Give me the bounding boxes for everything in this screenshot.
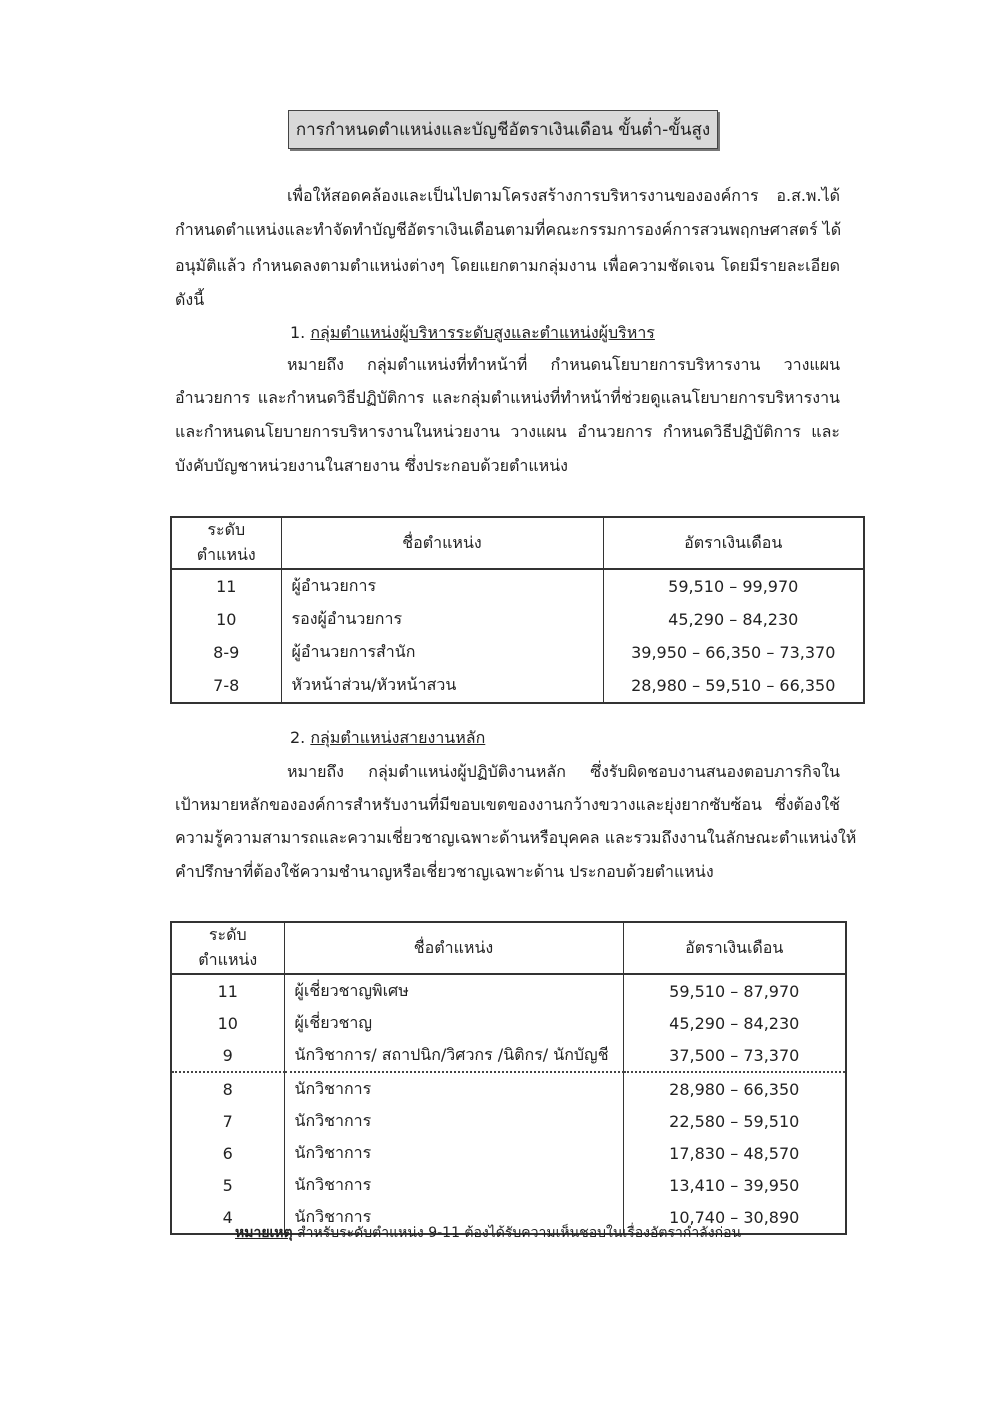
cell-salary: 39,950 – 66,350 – 73,370 (603, 636, 864, 669)
cell-name: หัวหน้าส่วน/หัวหน้าสวน (281, 669, 603, 703)
header-salary: อัตราเงินเดือน (623, 922, 846, 974)
section2-line: หมายถึง กลุ่มตำแหน่งผู้ปฏิบัติงานหลัก ซึ่งรับผิดชอบงานสนองตอบภารกิจใน (287, 762, 840, 781)
table-row (171, 1072, 846, 1105)
cell-name: นักวิชาการ (284, 1169, 623, 1201)
intro-line: กำหนดตำแหน่งและทำจัดทำบัญชีอัตราเงินเดือนตามที่คณะกรรมการองค์การสวนพฤกษศาสตร์ ได้ (175, 220, 842, 239)
section1-title: กลุ่มตำแหน่งผู้บริหารระดับสูงและตำแหน่งผู้บริหาร (310, 323, 655, 342)
section1-line: บังคับบัญชาหน่วยงานในสายงาน ซึ่งประกอบด้วยตำแหน่ง (175, 456, 568, 475)
header-name: ชื่อตำแหน่ง (284, 922, 623, 974)
document-title: การกำหนดตำแหน่งและบัญชีอัตราเงินเดือน ขั้นต่ำ-ขั้นสูง (288, 110, 718, 149)
cell-name: นักวิชาการ/ สถาปนิก/วิศวกร /นิติกร/ นักบัญชี (284, 1039, 623, 1072)
cell-salary: 28,980 – 66,350 (623, 1072, 846, 1105)
cell-salary: 22,580 – 59,510 (623, 1105, 846, 1137)
cell-name: ผู้อำนวยการ (281, 569, 603, 603)
cell-salary: 28,980 – 59,510 – 66,350 (603, 669, 864, 703)
cell-salary: 45,290 – 84,230 (603, 603, 864, 636)
cell-level: 4 (171, 1201, 284, 1234)
header-level: ระดับตำแหน่ง (171, 517, 281, 569)
cell-level: 10 (171, 603, 281, 636)
table-row (171, 603, 864, 636)
cell-level: 11 (171, 974, 284, 1007)
table-header-row (171, 922, 846, 974)
section2-title: กลุ่มตำแหน่งสายงานหลัก (310, 728, 486, 747)
cell-level: 11 (171, 569, 281, 603)
cell-level: 7-8 (171, 669, 281, 703)
section1-line: อำนวยการ และกำหนดวิธีปฏิบัติการ และกลุ่มตำแหน่งที่ทำหน้าที่ช่วยดูแลนโยบายการบริหารงาน (175, 388, 840, 407)
cell-salary: 13,410 – 39,950 (623, 1169, 846, 1201)
cell-salary: 37,500 – 73,370 (623, 1039, 846, 1072)
cell-name: ผู้เชี่ยวชาญ (284, 1007, 623, 1039)
table-row (171, 569, 864, 603)
table-row (171, 1169, 846, 1201)
executive-salary-table (170, 516, 865, 704)
section1-line: และกำหนดนโยบายการบริหารงานในหน่วยงาน วางแผน อำนวยการ กำหนดวิธีปฏิบัติการ และ (175, 422, 840, 441)
intro-line: ดังนี้ (175, 290, 205, 309)
cell-name: นักวิชาการ (284, 1072, 623, 1105)
header-name: ชื่อตำแหน่ง (281, 517, 603, 569)
cell-level: 7 (171, 1105, 284, 1137)
cell-salary: 59,510 – 99,970 (603, 569, 864, 603)
cell-level: 5 (171, 1169, 284, 1201)
cell-name: รองผู้อำนวยการ (281, 603, 603, 636)
section1-heading (290, 323, 655, 343)
cell-level: 10 (171, 1007, 284, 1039)
section2-heading (290, 728, 485, 748)
table-header-row (171, 517, 864, 569)
cell-name: นักวิชาการ (284, 1105, 623, 1137)
table-row (171, 1137, 846, 1169)
section2-line: ความรู้ความสามารถและความเชี่ยวชาญเฉพาะด้านหรือบุคคล และรวมถึงงานในลักษณะตำแหน่งให้ (175, 828, 857, 847)
footnote-text: สำหรับระดับตำแหน่ง 9-11 ต้องได้รับความเห็นชอบในเรื่องอัตรากำลังก่อน (292, 1225, 742, 1241)
table-row (171, 636, 864, 669)
header-salary: อัตราเงินเดือน (603, 517, 864, 569)
cell-name: นักวิชาการ (284, 1137, 623, 1169)
cell-salary: 17,830 – 48,570 (623, 1137, 846, 1169)
header-level: ระดับตำแหน่ง (171, 922, 284, 974)
cell-salary: 59,510 – 87,970 (623, 974, 846, 1007)
cell-name: นักวิชาการ (284, 1201, 623, 1234)
footnote-label: หมายเหตุ (235, 1225, 293, 1241)
cell-salary: 10,740 – 30,890 (623, 1201, 846, 1234)
intro-line: เพื่อให้สอดคล้องและเป็นไปตามโครงสร้างการบริหารงานขององค์การ อ.ส.พ.ได้ (287, 186, 840, 205)
table-row (171, 669, 864, 703)
section2-line: คำปรึกษาที่ต้องใช้ความชำนาญหรือเชี่ยวชาญเฉพาะด้าน ประกอบด้วยตำแหน่ง (175, 862, 714, 881)
section2-number: 2. (290, 728, 306, 747)
cell-level: 8 (171, 1072, 284, 1105)
cell-name: ผู้เชี่ยวชาญพิเศษ (284, 974, 623, 1007)
table-row (171, 1039, 846, 1072)
cell-name: ผู้อำนวยการสำนัก (281, 636, 603, 669)
intro-line: อนุมัติแล้ว กำหนดลงตามตำแหน่งต่างๆ โดยแยกตามกลุ่มงาน เพื่อความชัดเจน โดยมีรายละเอียด (175, 256, 840, 275)
section1-line: หมายถึง กลุ่มตำแหน่งที่ทำหน้าที่ กำหนดนโยบายการบริหารงาน วางแผน (287, 355, 840, 374)
footnote (235, 1222, 741, 1244)
section2-line: เป้าหมายหลักขององค์การสำหรับงานที่มีขอบเขตของงานกว้างขวางและยุ่งยากซับซ้อน ซึ่งต้องใช้ (175, 795, 840, 814)
table-row (171, 974, 846, 1007)
cell-level: 6 (171, 1137, 284, 1169)
cell-salary: 45,290 – 84,230 (623, 1007, 846, 1039)
core-salary-table (170, 921, 847, 1235)
table-row (171, 1105, 846, 1137)
cell-level: 8-9 (171, 636, 281, 669)
cell-level: 9 (171, 1039, 284, 1072)
table-row (171, 1007, 846, 1039)
section1-number: 1. (290, 323, 306, 342)
